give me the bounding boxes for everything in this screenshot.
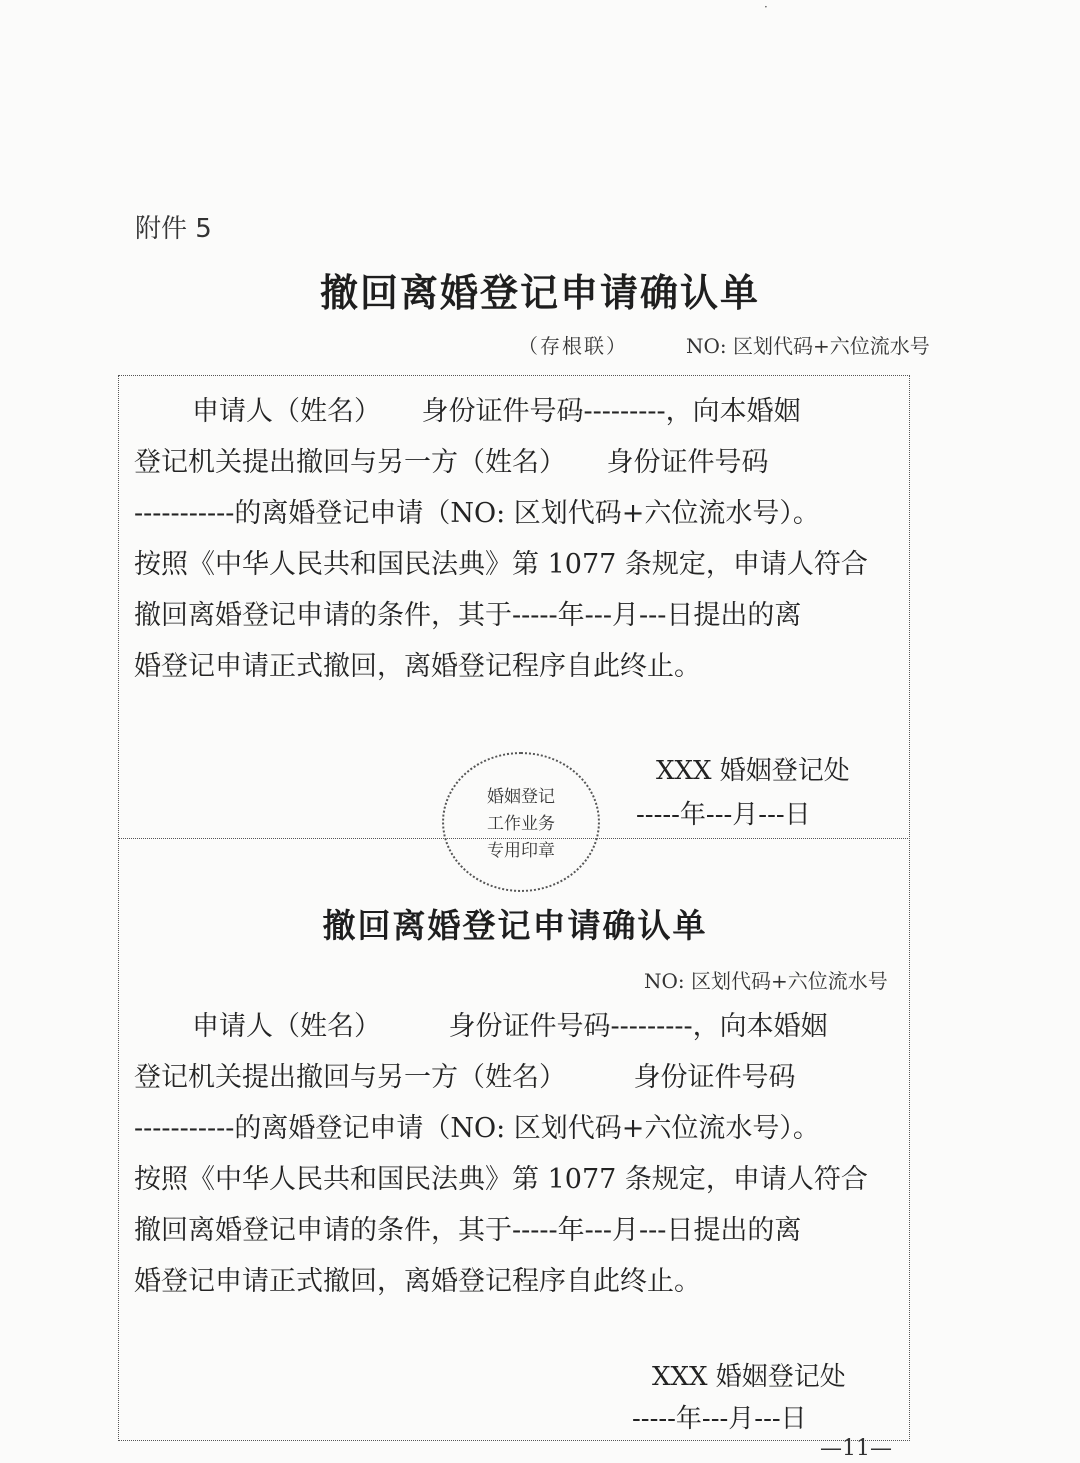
official-seal bbox=[442, 752, 600, 892]
stub-line-5: 撤回离婚登记申请的条件，其于-----年---月---日提出的离 bbox=[134, 600, 802, 631]
stub-office-name: XXX 婚姻登记处 bbox=[656, 756, 850, 786]
copy-line-4: 按照《中华人民共和国民法典》第 1077 条规定，申请人符合 bbox=[134, 1164, 868, 1195]
seal-line-3: 专用印章 bbox=[487, 841, 555, 861]
section-title: 撤回离婚登记申请确认单 bbox=[322, 906, 708, 945]
seal-line-2: 工作业务 bbox=[487, 814, 555, 834]
copy-date: -----年---月---日 bbox=[632, 1404, 807, 1434]
attachment-label: 附件 5 bbox=[135, 214, 212, 244]
serial-number-top: NO: 区划代码+六位流水号 bbox=[686, 334, 930, 358]
copy-body bbox=[134, 1001, 894, 1307]
copy-line-6: 婚登记申请正式撤回，离婚登记程序自此终止。 bbox=[134, 1266, 701, 1297]
stub-label: （存根联） bbox=[518, 334, 628, 358]
copy-line-2: 登记机关提出撤回与另一方（姓名） 身份证件号码 bbox=[134, 1062, 796, 1093]
copy-line-1: 申请人（姓名） 身份证件号码---------，向本婚姻 bbox=[192, 1011, 828, 1042]
seal-line-1: 婚姻登记 bbox=[487, 787, 555, 807]
stub-date: -----年---月---日 bbox=[636, 800, 811, 830]
stub-line-6: 婚登记申请正式撤回，离婚登记程序自此终止。 bbox=[134, 651, 701, 682]
stub-line-4: 按照《中华人民共和国民法典》第 1077 条规定，申请人符合 bbox=[134, 549, 868, 580]
stub-body bbox=[134, 386, 894, 692]
copy-line-3: -----------的离婚登记申请（NO: 区划代码+六位流水号）。 bbox=[134, 1113, 820, 1144]
serial-number-bottom: NO: 区划代码+六位流水号 bbox=[644, 969, 888, 993]
page-number: —11— bbox=[820, 1436, 892, 1461]
page-title: 撤回离婚登记申请确认单 bbox=[319, 270, 760, 315]
top-mark: · bbox=[764, 0, 768, 14]
stub-line-1: 申请人（姓名） 身份证件号码---------，向本婚姻 bbox=[192, 396, 801, 427]
stub-line-2: 登记机关提出撤回与另一方（姓名） 身份证件号码 bbox=[134, 447, 769, 478]
copy-line-5: 撤回离婚登记申请的条件，其于-----年---月---日提出的离 bbox=[134, 1215, 802, 1246]
copy-office-name: XXX 婚姻登记处 bbox=[652, 1362, 846, 1392]
stub-line-3: -----------的离婚登记申请（NO: 区划代码+六位流水号）。 bbox=[134, 498, 820, 529]
